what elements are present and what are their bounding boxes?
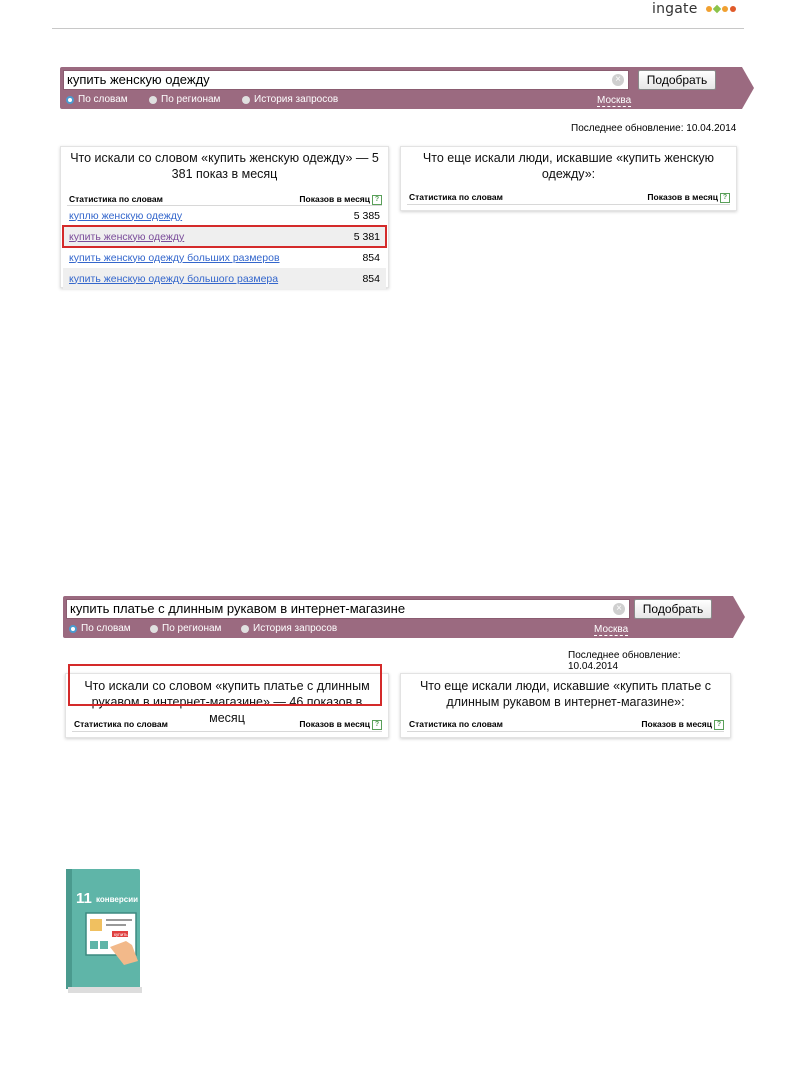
radio-icon [242, 96, 250, 104]
column-header [69, 194, 382, 205]
column-header [409, 192, 730, 203]
query-shows: 854 [362, 272, 380, 285]
radio-label: По регионам [161, 94, 221, 105]
ebook-spine [66, 869, 72, 989]
header-separator [72, 731, 382, 732]
header-separator [407, 731, 724, 732]
col-shows: Показов в месяц [641, 719, 712, 729]
panel-title: Что еще искали люди, искавшие «купить платье с длинным рукавом в интернет-магазине»: [419, 679, 712, 709]
left-stats-panel [60, 146, 389, 288]
query-link[interactable]: купить женскую одежду [69, 230, 185, 243]
col-shows-wrap [641, 719, 724, 730]
ebook-number: 11 [76, 890, 92, 907]
col-shows-wrap [299, 719, 382, 730]
text-line-icon [106, 919, 132, 921]
col-shows: Показов в месяц [299, 719, 370, 729]
stats-rows [63, 205, 386, 289]
panel-title: Что искали со словом «купить женскую одежду» — 5 381 показ в месяц [70, 151, 379, 181]
region-link[interactable]: Москва [594, 624, 629, 635]
search-bar [60, 67, 742, 109]
radio-by-regions[interactable] [150, 623, 221, 634]
product-icon [90, 919, 102, 931]
query-shows: 5 381 [353, 230, 380, 243]
radio-label: По словам [81, 623, 131, 634]
help-icon[interactable]: ? [714, 720, 724, 730]
radio-icon [150, 625, 158, 633]
panel-title: Что еще искали люди, искавшие «купить женскую одежду»: [422, 151, 715, 181]
logo-mark-icon [706, 6, 736, 12]
radio-by-words[interactable] [66, 94, 128, 105]
text-line-icon [106, 924, 126, 926]
col-shows: Показов в месяц [299, 194, 370, 204]
col-words: Статистика по словам [69, 194, 163, 204]
search-bar [63, 596, 733, 638]
radio-selected-icon [66, 96, 74, 104]
right-stats-panel [400, 146, 737, 211]
query-link[interactable]: купить женскую одежду больших размеров [69, 251, 280, 264]
search-input[interactable] [63, 70, 629, 90]
clear-icon[interactable]: × [613, 603, 625, 615]
col-shows: Показов в месяц [647, 192, 718, 202]
highlight-frame [68, 664, 382, 706]
thumb-icon [90, 941, 98, 949]
buy-badge-text: купить [114, 932, 128, 937]
help-icon[interactable]: ? [372, 195, 382, 205]
column-header [74, 719, 382, 730]
query-link[interactable]: купить женскую одежду большого размера [69, 272, 279, 285]
search-value: купить платье с длинным рукавом в интернет-магазине [70, 601, 406, 616]
radio-label: По регионам [162, 623, 222, 634]
pick-button[interactable]: Подобрать [638, 70, 716, 90]
right-stats-panel [400, 673, 731, 738]
column-header [409, 719, 724, 730]
header-divider [52, 28, 744, 29]
header-separator [407, 204, 730, 205]
radio-selected-icon [69, 625, 77, 633]
radio-icon [241, 625, 249, 633]
wordstat-block-1 [60, 67, 742, 285]
col-shows-wrap [647, 192, 730, 203]
ebook-page-edge [68, 987, 142, 993]
query-shows: 854 [362, 251, 380, 264]
radio-by-regions[interactable] [149, 94, 220, 105]
table-row [63, 247, 386, 268]
search-input[interactable] [66, 599, 630, 619]
query-shows: 5 385 [353, 209, 380, 222]
col-words: Статистика по словам [74, 719, 168, 729]
pick-button[interactable]: Подобрать [634, 599, 712, 619]
radio-history[interactable] [241, 623, 337, 634]
radio-label: История запросов [253, 623, 338, 634]
logo-text: ingate [652, 1, 698, 17]
radio-label: По словам [78, 94, 128, 105]
help-icon[interactable]: ? [372, 720, 382, 730]
search-value: купить женскую одежду [67, 72, 210, 87]
radio-label: История запросов [254, 94, 339, 105]
ebook-caption: конверсии [96, 895, 139, 904]
wordstat-block-2 [63, 596, 733, 729]
query-link[interactable]: куплю женскую одежду [69, 209, 183, 222]
col-shows-wrap [299, 194, 382, 205]
last-update: Последнее обновление: 10.04.2014 [568, 650, 681, 672]
table-row-highlighted [63, 226, 386, 247]
region-link[interactable]: Москва [597, 95, 632, 106]
thumb-icon [100, 941, 108, 949]
radio-icon [149, 96, 157, 104]
radio-history[interactable] [242, 94, 338, 105]
table-row [63, 268, 386, 289]
col-words: Статистика по словам [409, 192, 503, 202]
help-icon[interactable]: ? [720, 193, 730, 203]
panel-title: Что искали со словом «купить платье с длинным рукавом в интернет-магазине» — 46 показов в месяц [84, 679, 370, 725]
ebook-cover [66, 869, 144, 993]
last-update: Последнее обновление: 10.04.2014 [571, 123, 737, 134]
table-row [63, 205, 386, 226]
radio-by-words[interactable] [69, 623, 131, 634]
clear-icon[interactable]: × [612, 74, 624, 86]
ingate-logo [652, 0, 736, 18]
col-words: Статистика по словам [409, 719, 503, 729]
